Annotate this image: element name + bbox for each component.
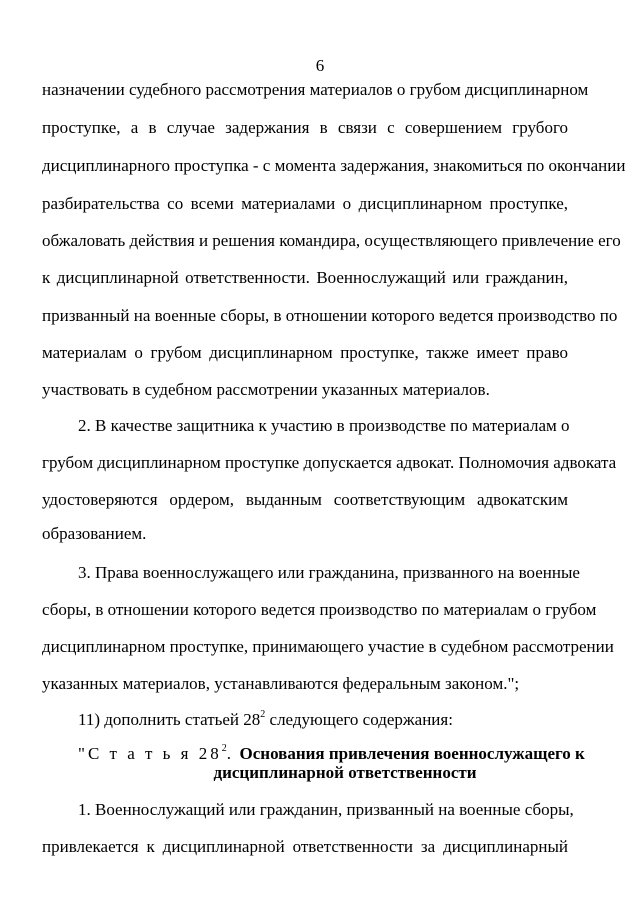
article-label-dot: .	[226, 744, 232, 763]
text-line: проступке, а в случае задержания в связи с совершением грубого	[42, 118, 568, 137]
superscript: 2	[221, 743, 227, 755]
text-line: к дисциплинарной ответственности. Военнослужащий или гражданин,	[42, 268, 568, 287]
text-line: призванный на военные сборы, в отношении которого ведется производство по	[42, 306, 618, 325]
text-line: назначении судебного рассмотрения материалов о грубом дисциплинарном	[42, 80, 589, 99]
article-label: "С т а т ь я 28	[78, 744, 222, 763]
text-line: разбирательства со всеми материалами о дисциплинарном проступке,	[42, 194, 568, 213]
item-11-text: следующего содержания:	[265, 710, 453, 729]
article-paragraph-line: привлекается к дисциплинарной ответственности за дисциплинарный	[42, 837, 568, 856]
paragraph-3-line: указанных материалов, устанавливаются федеральным законом.";	[42, 674, 520, 693]
article-paragraph-line: 1. Военнослужащий или гражданин, призванный на военные сборы,	[78, 800, 574, 819]
page-number: 6	[315, 56, 325, 75]
paragraph-2-line: образованием.	[42, 524, 147, 543]
paragraph-3-line: дисциплинарном проступке, принимающего участие в судебном рассмотрении	[42, 637, 614, 656]
article-title-line-2: дисциплинарной ответственности	[213, 763, 477, 782]
item-11-text: 11) дополнить статьей 28	[78, 710, 261, 729]
article-title: Основания привлечения военнослужащего к	[239, 744, 585, 763]
text-line: дисциплинарного проступка - с момента задержания, знакомиться по окончании	[42, 156, 626, 175]
paragraph-2-line: 2. В качестве защитника к участию в производстве по материалам о	[78, 416, 570, 435]
paragraph-2-line: грубом дисциплинарном проступке допускается адвокат. Полномочия адвоката	[42, 453, 617, 472]
text-line: обжаловать действия и решения командира, осуществляющего привлечение его	[42, 231, 621, 250]
paragraph-3-line: сборы, в отношении которого ведется производство по материалам о грубом	[42, 600, 597, 619]
item-11-line	[78, 710, 453, 730]
text-line: участвовать в судебном рассмотрении указанных материалов.	[42, 380, 490, 399]
article-heading	[78, 744, 585, 764]
text-line: материалам о грубом дисциплинарном проступке, также имеет право	[42, 343, 568, 362]
paragraph-2-line: удостоверяются ордером, выданным соответствующим адвокатским	[42, 490, 568, 509]
superscript: 2	[260, 709, 266, 721]
paragraph-3-line: 3. Права военнослужащего или гражданина, призванного на военные	[78, 563, 580, 582]
